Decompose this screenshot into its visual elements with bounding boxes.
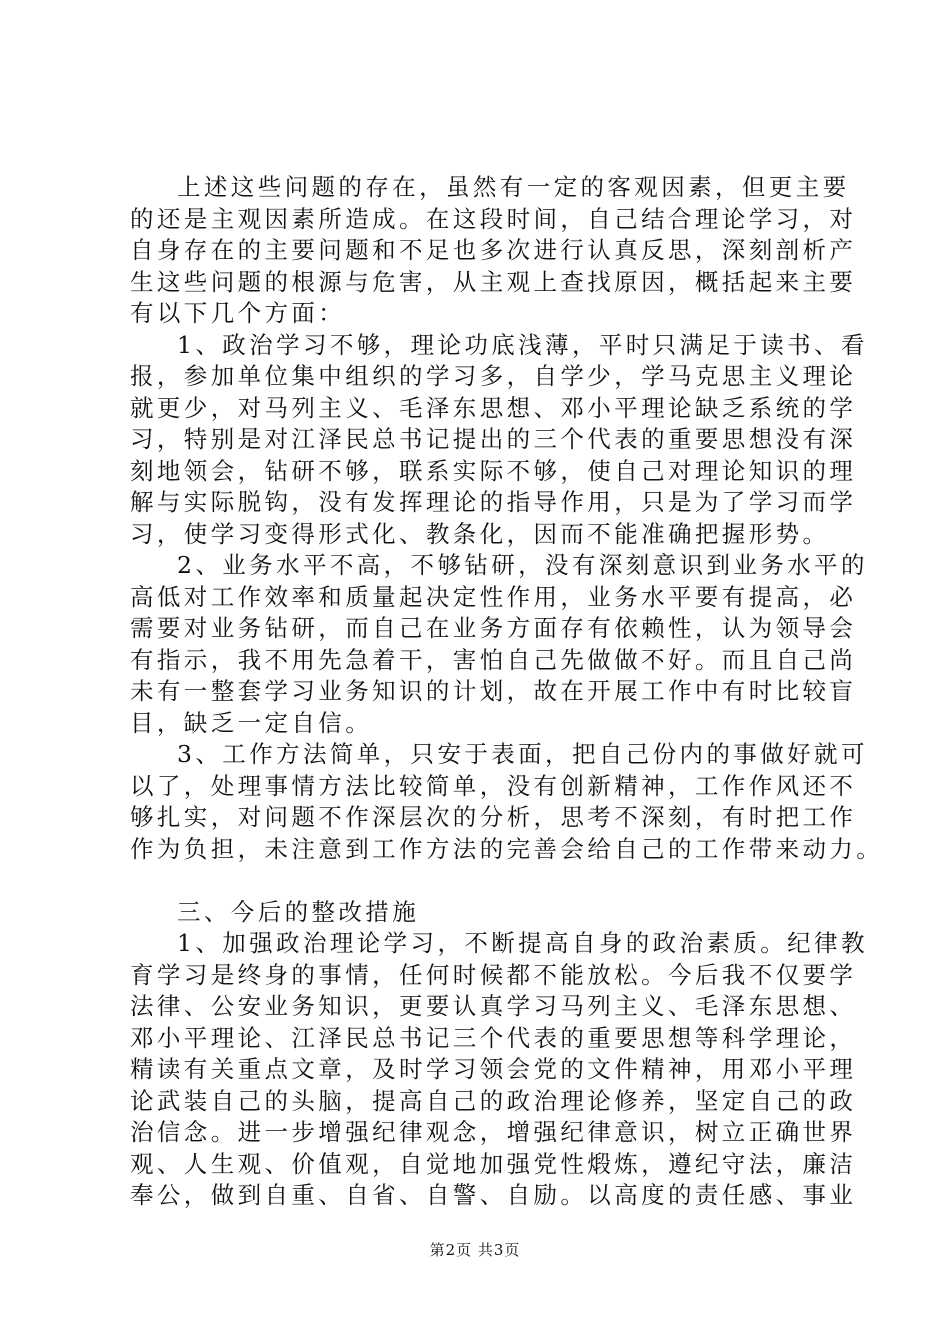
text-line: 1、政治学习不够，理论功底浅薄，平时只满足于读书、看 — [177, 330, 868, 359]
document-body — [130, 172, 884, 1212]
text-line: 作为负担，未注意到工作方法的完善会给自己的工作带来动力。 — [130, 834, 884, 863]
text-line: 治信念。进一步增强纪律观念，增强纪律意识，树立正确世界 — [130, 1118, 857, 1146]
text-line: 的还是主观因素所造成。在这段时间，自己结合理论学习，对 — [130, 204, 857, 233]
paragraph-2 — [130, 330, 868, 551]
text-line: 精读有关重点文章，及时学习领会党的文件精神，用邓小平理 — [130, 1055, 857, 1083]
paragraph-4 — [130, 739, 884, 865]
text-line: 报，参加单位集中组织的学习多，自学少，学马克思主义理论 — [130, 362, 857, 390]
text-line: 目，缺乏一定自信。 — [130, 708, 373, 737]
text-line: 习，特别是对江泽民总书记提出的三个代表的重要思想没有深 — [130, 425, 857, 453]
text-line: 观、人生观、价值观，自觉地加强党性煅炼，遵纪守法，廉洁 — [130, 1149, 857, 1178]
text-line: 育学习是终身的事情，任何时候都不能放松。今后我不仅要学 — [130, 960, 857, 989]
text-line: 就更少，对马列主义、毛泽东思想、邓小平理论缺乏系统的学 — [130, 393, 857, 422]
text-line: 生这些问题的根源与危害，从主观上查找原因，概括起来主要 — [130, 267, 857, 296]
text-line: 奉公，做到自重、自省、自警、自励。以高度的责任感、事业 — [130, 1181, 857, 1209]
text-line: 论武装自己的头脑，提高自己的政治理论修养，坚定自己的政 — [130, 1086, 857, 1115]
paragraph-3 — [130, 550, 868, 739]
text-line: 够扎实，对问题不作深层次的分析，思考不深刻，有时把工作 — [130, 803, 857, 831]
paragraph-1 — [130, 172, 857, 330]
paragraph-gap — [130, 865, 830, 897]
page-number-footer: 第2页 共3页 — [429, 1241, 521, 1259]
text-line: 自身存在的主要问题和不足也多次进行认真反思，深刻剖析产 — [130, 236, 857, 264]
text-line: 3、工作方法简单，只安于表面，把自己份内的事做好就可 — [177, 740, 868, 768]
text-line: 习，使学习变得形式化、教条化，因而不能准确把握形势。 — [130, 519, 830, 548]
text-line: 解与实际脱钩，没有发挥理论的指导作用，只是为了学习而学 — [130, 488, 857, 516]
text-line: 1、加强政治理论学习，不断提高自身的政治素质。纪律教 — [177, 929, 868, 957]
text-line: 有以下几个方面： — [130, 299, 346, 327]
text-line: 上述这些问题的存在，虽然有一定的客观因素，但更主要 — [177, 173, 850, 201]
text-line: 刻地领会，钻研不够，联系实际不够，使自己对理论知识的理 — [130, 456, 857, 485]
text-line: 高低对工作效率和质量起决定性作用，业务水平要有提高，必 — [130, 582, 857, 611]
text-line: 以了，处理事情方法比较简单，没有创新精神，工作作风还不 — [130, 771, 857, 800]
paragraph-5 — [130, 928, 868, 1212]
section-heading: 三、今后的整改措施 — [177, 897, 420, 926]
text-line: 邓小平理论、江泽民总书记三个代表的重要思想等科学理论， — [130, 1023, 857, 1052]
text-line: 未有一整套学习业务知识的计划，故在开展工作中有时比较盲 — [130, 677, 857, 705]
text-line: 需要对业务钻研，而自己在业务方面存有依赖性，认为领导会 — [130, 614, 857, 642]
text-line: 2、业务水平不高，不够钻研，没有深刻意识到业务水平的 — [177, 551, 868, 579]
text-line: 有指示，我不用先急着干，害怕自己先做做不好。而且自己尚 — [130, 645, 857, 674]
text-line: 法律、公安业务知识，更要认真学习马列主义、毛泽东思想、 — [130, 992, 857, 1020]
